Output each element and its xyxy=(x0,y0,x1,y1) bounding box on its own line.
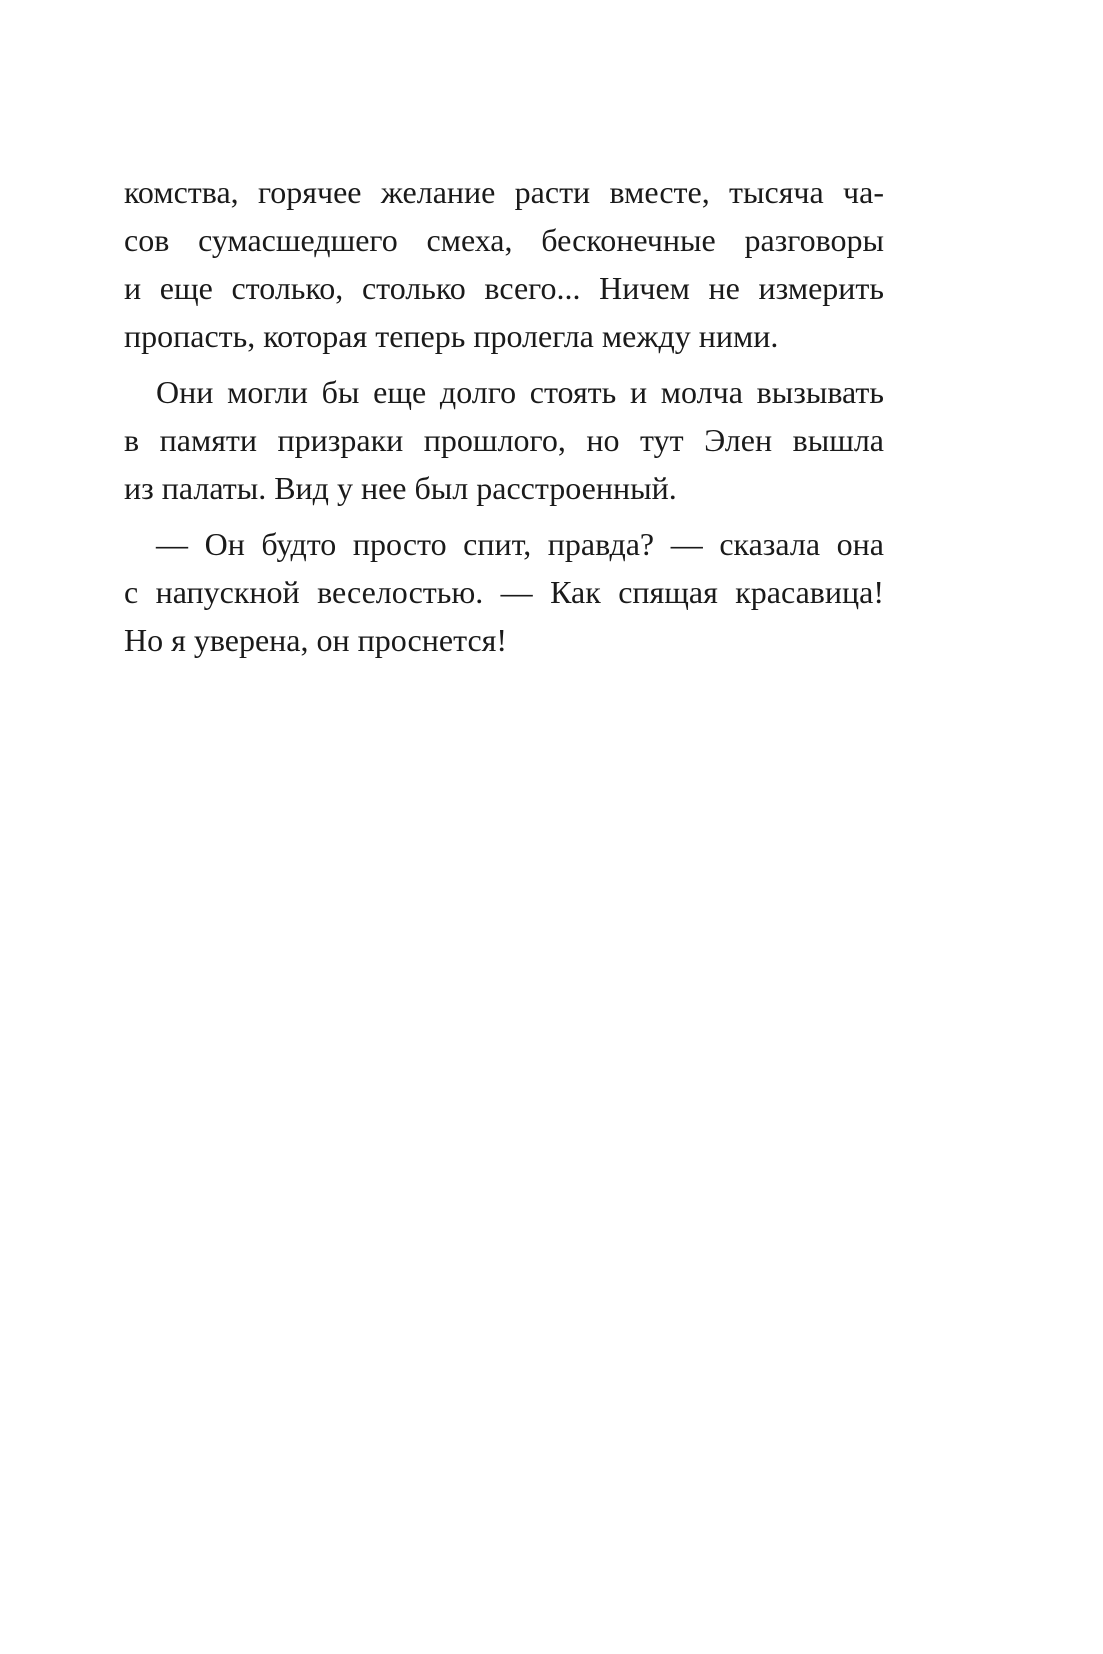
paragraph-3 xyxy=(124,520,884,664)
text-line: с напускной веселостью. — Как спящая красавица! xyxy=(124,574,884,610)
text-line: пропасть, которая теперь пролегла между ними. xyxy=(124,318,779,354)
text-line: сов сумасшедшего смеха, бесконечные разговоры xyxy=(124,222,884,258)
paragraph-2 xyxy=(124,368,884,512)
text-line: — Он будто просто спит, правда? — сказала она xyxy=(156,526,884,562)
text-line: Но я уверена, он проснется! xyxy=(124,622,508,658)
text-line: комства, горячее желание расти вместе, тысяча ча- xyxy=(124,174,884,210)
page-text xyxy=(124,168,884,664)
text-line: в памяти призраки прошлого, но тут Элен вышла xyxy=(124,422,884,458)
text-line: из палаты. Вид у нее был расстроенный. xyxy=(124,470,677,506)
text-line: и еще столько, столько всего... Ничем не измерить xyxy=(124,270,884,306)
text-line: Они могли бы еще долго стоять и молча вызывать xyxy=(156,374,884,410)
paragraph-1 xyxy=(124,168,884,360)
